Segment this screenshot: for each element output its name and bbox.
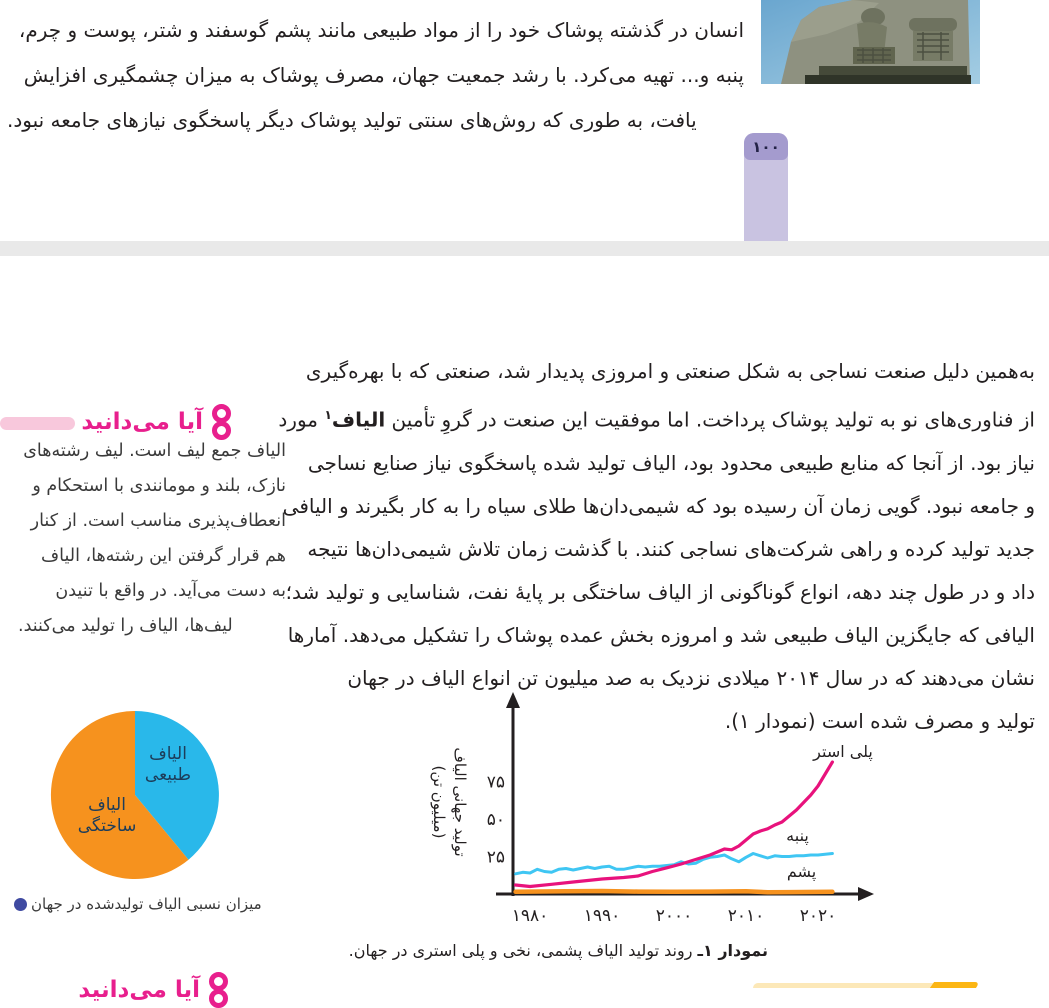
y-tick-label: ۵۰: [486, 810, 505, 830]
series-label-wool: پشم: [786, 862, 817, 881]
text-line: الیاف جمع لیف است. لیف رشته‌های: [23, 441, 286, 461]
pie-label-synthetic: الیاف ساختگی: [77, 795, 137, 836]
y-tick-labels: [487, 773, 505, 903]
did-you-know-heading-partial: [55, 972, 230, 1008]
text-line: تولید و مصرف شده است (نمودار ۱).: [724, 708, 1035, 733]
text-line: داد و در طول چند دهه، انواع گوناگونی از الیاف ساختگی بر پایهٔ نفت، شناسایی و تولید شد؛: [285, 579, 1035, 604]
pink-underline-bar: [0, 417, 75, 430]
page-number: ۱۰۰: [744, 133, 788, 160]
text-line: نیاز بود. از آنجا که منابع طبیعی محدود بود، الیاف تولید شده پاسخگوی نیاز صنایع نساجی: [307, 450, 1035, 475]
wool-line: [516, 891, 833, 892]
relief-photo-art: [761, 0, 980, 84]
text-line: [278, 393, 1035, 442]
yellow-box-edge-dark: [930, 982, 980, 988]
text-line: انسان در گذشته پوشاک خود را از مواد طبیعی مانند پشم گوسفند و شتر، پوست و چرم،: [18, 18, 744, 42]
pie-caption: [14, 895, 262, 913]
page-number-tab: [744, 133, 788, 241]
sidebar-note: [18, 434, 286, 644]
y-axis-label-line2: (میلیون تن): [430, 765, 448, 839]
intro-paragraph: [7, 8, 744, 143]
text-segment: مورد: [278, 407, 325, 432]
text-line: پنبه و... تهیه می‌کرد. با رشد جمعیت جهان، مصرف پوشاک به میزان چشمگیری افزایش: [23, 63, 744, 87]
x-tick-label: ۱۹۹۰: [583, 906, 621, 926]
bold-term: الیاف: [331, 407, 386, 432]
x-tick-label: ۲۰۱۰: [727, 906, 765, 926]
text-line: جدید تولید کرده و راهی شرکت‌های نساجی کنند. با گذشت زمان تلاش شیمی‌دان‌ها نتیجه: [307, 536, 1035, 561]
text-line: لیف‌ها، الیاف را تولید می‌کنند.: [18, 616, 233, 636]
text-line: الیافی که جایگزین الیاف طبیعی شد و امروزه بخش عمده پوشاک را تشکیل می‌دهد. آمارها: [287, 622, 1035, 647]
text-line: نشان می‌دهند که در سال ۲۰۱۴ میلادی نزدیک به صد میلیون تن انواع الیاف در جهان: [347, 665, 1035, 690]
x-tick-label: ۱۹۸۰: [511, 906, 549, 926]
text-line: نازک، بلند و مومانندی با استحکام و: [32, 476, 286, 496]
pie-label-natural: الیاف طبیعی: [144, 744, 192, 785]
chart-caption-number: نمودار ۱ـ: [697, 941, 768, 960]
chart-caption: [348, 941, 768, 960]
series-label-cotton: پنبه: [786, 826, 809, 845]
text-line: و جامعه نبود. گویی زمان آن رسیده بود که شیمی‌دان‌ها طلای سیاه را به کار بگیرند و الیافی: [282, 493, 1035, 518]
y-tick-label: ۲۵: [486, 847, 505, 868]
line-chart: [408, 688, 880, 938]
relief-photo: [761, 0, 980, 84]
bullet-dot-icon: [14, 898, 27, 911]
did-you-know-title: آیا می‌دانید: [81, 409, 203, 435]
x-tick-labels: [512, 906, 837, 926]
double-ring-icon: [206, 972, 230, 1008]
main-paragraph: [278, 350, 1035, 743]
series-label-polyester: پلی استر: [813, 742, 873, 761]
text-line: به دست می‌آید. در واقع با تنیدن: [55, 581, 286, 601]
x-tick-label: ۲۰۲۰: [799, 906, 837, 926]
y-axis-label: [426, 727, 470, 877]
y-tick-label: ۷۵: [486, 772, 505, 793]
text-line: یافت، به طوری که روش‌های سنتی تولید پوشاک دیگر پاسخگوی نیازهای جامعه نبود.: [7, 108, 697, 132]
y-axis-arrow: [506, 692, 520, 708]
text-segment: از فناوری‌های نو به تولید پوشاک پرداخت. اما موفقیت این صنعت در گروِ تأمین: [385, 407, 1035, 432]
pie-caption-text: میزان نسبی الیاف تولیدشده در جهان: [31, 895, 262, 913]
x-tick-label: ۲۰۰۰: [655, 906, 693, 926]
text-line: هم قرار گرفتن این رشته‌ها، الیاف: [41, 546, 286, 566]
y-tick-label: ۰: [498, 887, 505, 902]
chart-caption-text: روند تولید الیاف پشمی، نخی و پلی استری در جهان.: [348, 941, 693, 960]
x-axis-arrow: [858, 887, 874, 901]
page-divider: [0, 241, 1049, 256]
text-line: به‌همین دلیل صنعت نساجی به شکل صنعتی و امروزی پدیدار شد، صنعتی که با بهره‌گیری: [305, 359, 1035, 383]
yellow-box-edge-pale: [753, 983, 940, 988]
footnote-marker: ۱: [324, 407, 332, 422]
text-line: انعطاف‌پذیری مناسب است. از کنار: [30, 511, 286, 531]
did-you-know-title-partial: آیا می‌دانید: [78, 977, 200, 1003]
y-axis-label-line1: تولید جهانی الیاف: [451, 747, 469, 857]
